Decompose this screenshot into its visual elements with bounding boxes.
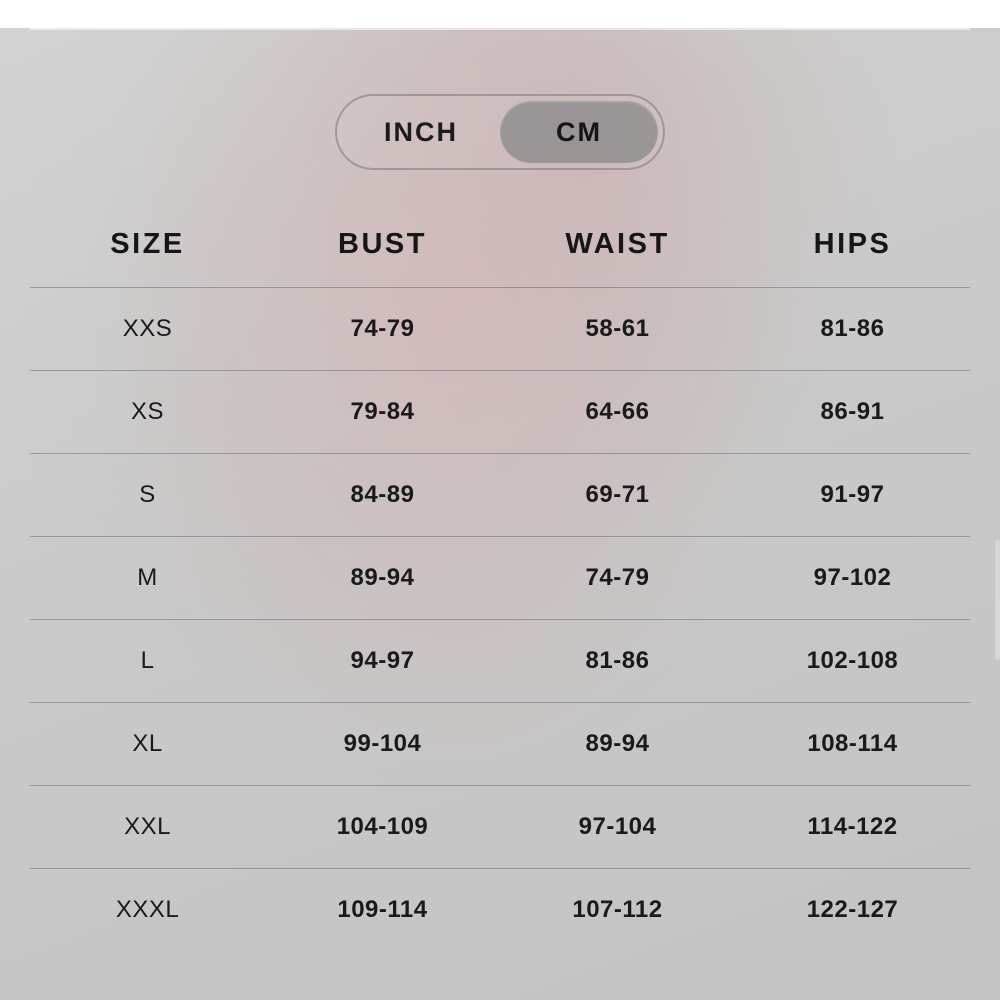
- cell-waist: 74-79: [500, 537, 735, 620]
- table-header-row: [30, 214, 970, 288]
- cell-waist: 69-71: [500, 454, 735, 537]
- cell-bust: 109-114: [265, 869, 500, 952]
- unit-toggle[interactable]: [335, 94, 665, 170]
- size-chart-table: [30, 214, 970, 951]
- cell-size: L: [30, 620, 265, 703]
- unit-option-inch[interactable]: INCH: [384, 116, 458, 147]
- cell-waist: 81-86: [500, 620, 735, 703]
- cell-size: XXL: [30, 786, 265, 869]
- cell-bust: 99-104: [265, 703, 500, 786]
- cell-hips: 122-127: [735, 869, 970, 952]
- table-row: [30, 371, 970, 454]
- scrollbar-thumb[interactable]: [995, 540, 1000, 660]
- cell-hips: 102-108: [735, 620, 970, 703]
- cell-hips: 97-102: [735, 537, 970, 620]
- cell-bust: 104-109: [265, 786, 500, 869]
- cell-bust: 89-94: [265, 537, 500, 620]
- column-header-size: SIZE: [110, 228, 185, 260]
- cell-size: XL: [30, 703, 265, 786]
- column-header-waist: WAIST: [565, 228, 670, 260]
- panel-top-divider: [30, 28, 970, 30]
- cell-hips: 81-86: [735, 288, 970, 371]
- table-row: [30, 786, 970, 869]
- cell-waist: 107-112: [500, 869, 735, 952]
- table-row: [30, 620, 970, 703]
- cell-hips: 114-122: [735, 786, 970, 869]
- cell-waist: 64-66: [500, 371, 735, 454]
- table-row: [30, 454, 970, 537]
- table-row: [30, 537, 970, 620]
- cell-bust: 74-79: [265, 288, 500, 371]
- cell-bust: 79-84: [265, 371, 500, 454]
- cell-size: XXS: [30, 288, 265, 371]
- cell-waist: 58-61: [500, 288, 735, 371]
- table-row: [30, 703, 970, 786]
- cell-hips: 86-91: [735, 371, 970, 454]
- cell-waist: 89-94: [500, 703, 735, 786]
- column-header-hips: HIPS: [813, 228, 892, 260]
- table-row: [30, 288, 970, 371]
- column-header-bust: BUST: [338, 228, 427, 260]
- cell-bust: 94-97: [265, 620, 500, 703]
- cell-size: S: [30, 454, 265, 537]
- cell-size: M: [30, 537, 265, 620]
- size-chart-panel: [0, 28, 1000, 1000]
- cell-hips: 108-114: [735, 703, 970, 786]
- cell-hips: 91-97: [735, 454, 970, 537]
- table-row: [30, 869, 970, 952]
- unit-option-cm[interactable]: CM: [500, 101, 658, 163]
- cell-size: XXXL: [30, 869, 265, 952]
- cell-bust: 84-89: [265, 454, 500, 537]
- cell-size: XS: [30, 371, 265, 454]
- cell-waist: 97-104: [500, 786, 735, 869]
